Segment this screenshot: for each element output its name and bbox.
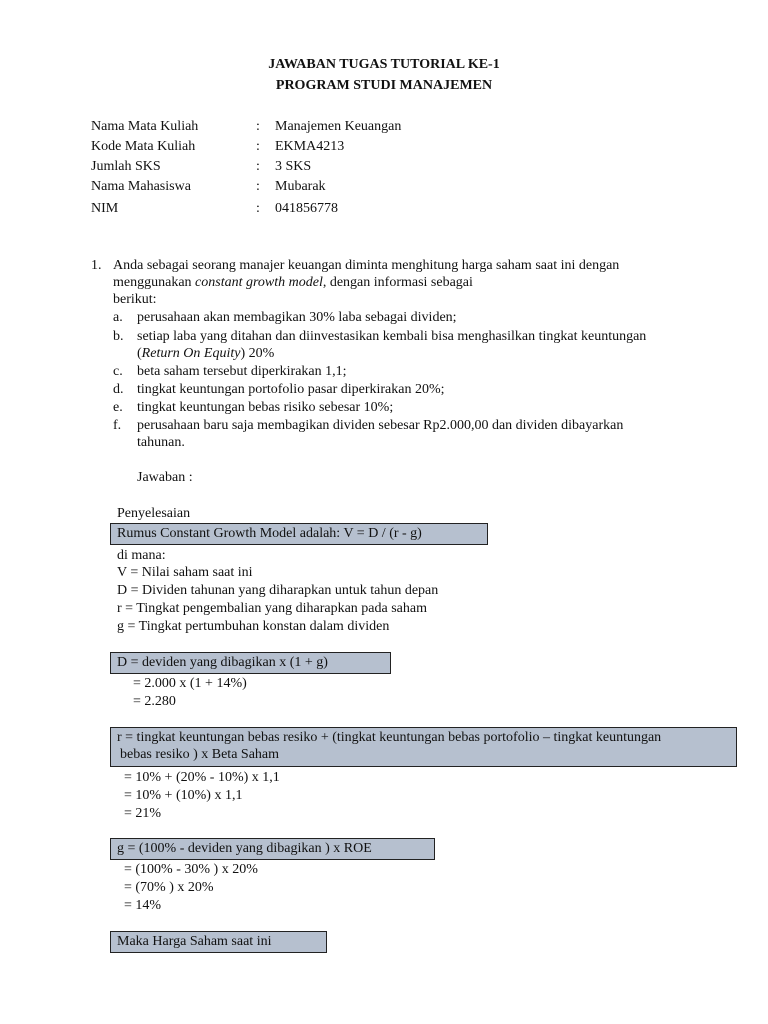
info-label-course-name: Nama Mata Kuliah bbox=[91, 119, 199, 134]
info-colon: : bbox=[256, 139, 260, 154]
item-text: perusahaan akan membagikan 30% laba sebagai dividen; bbox=[137, 310, 457, 325]
definition-line: D = Dividen tahunan yang diharapkan untuk tahun depan bbox=[117, 583, 439, 598]
info-value-course-name: Manajemen Keuangan bbox=[275, 119, 402, 134]
info-value-student-name: Mubarak bbox=[275, 179, 326, 194]
calculation-step: = 10% + (10%) x 1,1 bbox=[124, 788, 243, 803]
question-number: 1. bbox=[91, 258, 102, 273]
info-label-credits: Jumlah SKS bbox=[91, 159, 161, 174]
calculation-step: = 2.000 x (1 + 14%) bbox=[133, 676, 247, 691]
item-text-emphasis: Return On Equity bbox=[141, 346, 241, 361]
item-letter: b. bbox=[113, 329, 124, 344]
definition-line: di mana: bbox=[117, 548, 166, 563]
document-subtitle: PROGRAM STUDI MANAJEMEN bbox=[275, 78, 493, 93]
item-text-span: ) 20% bbox=[240, 346, 275, 361]
box-line: r = tingkat keuntungan bebas resiko + (tingkat keuntungan bebas portofolio – tingkat keuntungan bbox=[117, 730, 662, 745]
info-colon: : bbox=[256, 159, 260, 174]
dividend-formula-box: D = deviden yang dibagikan x (1 + g) bbox=[110, 652, 391, 674]
info-label-student-id: NIM bbox=[91, 201, 119, 216]
item-text: setiap laba yang ditahan dan diinvestasikan kembali bisa menghasilkan tingkat keuntungan bbox=[137, 329, 647, 344]
question-text-line bbox=[113, 274, 473, 291]
solution-heading: Penyelesaian bbox=[117, 506, 191, 521]
item-text-continuation bbox=[137, 345, 274, 362]
definition-line: g = Tingkat pertumbuhan konstan dalam dividen bbox=[117, 619, 390, 634]
item-letter: c. bbox=[113, 364, 123, 379]
box-line: bebas resiko ) x Beta Saham bbox=[120, 747, 280, 762]
item-letter: e. bbox=[113, 400, 123, 415]
item-text: perusahaan baru saja membagikan dividen sebesar Rp2.000,00 dan dividen dibayarkan bbox=[137, 418, 624, 433]
growth-formula-box: g = (100% - deviden yang dibagikan ) x ROE bbox=[110, 838, 435, 860]
item-text-continuation: tahunan. bbox=[137, 435, 185, 450]
info-value-credits: 3 SKS bbox=[275, 159, 312, 174]
question-text-emphasis: constant growth model bbox=[195, 275, 323, 290]
formula-box: Rumus Constant Growth Model adalah: V = D / (r - g) bbox=[110, 523, 488, 545]
question-text-span: menggunakan bbox=[113, 275, 196, 290]
info-value-course-code: EKMA4213 bbox=[275, 139, 345, 154]
info-label-student-name: Nama Mahasiswa bbox=[91, 179, 191, 194]
item-letter: d. bbox=[113, 382, 124, 397]
item-text-span: ( bbox=[137, 346, 142, 361]
info-colon: : bbox=[256, 179, 260, 194]
info-colon: : bbox=[256, 119, 260, 134]
calculation-step: = 10% + (20% - 10%) x 1,1 bbox=[124, 770, 280, 785]
item-text: tingkat keuntungan bebas risiko sebesar 10%; bbox=[137, 400, 394, 415]
calculation-step: = (100% - 30% ) x 20% bbox=[124, 862, 258, 877]
question-text-line: Anda sebagai seorang manajer keuangan diminta menghitung harga saham saat ini dengan bbox=[113, 258, 620, 273]
document-title: JAWABAN TUGAS TUTORIAL KE-1 bbox=[268, 57, 500, 72]
question-text-line: berikut: bbox=[113, 292, 157, 307]
item-text: beta saham tersebut diperkirakan 1,1; bbox=[137, 364, 347, 379]
question-text-span: , dengan informasi sebagai bbox=[322, 275, 473, 290]
info-value-student-id: 041856778 bbox=[275, 201, 338, 216]
required-return-formula-box bbox=[110, 727, 737, 767]
info-colon: : bbox=[256, 201, 260, 216]
item-text: tingkat keuntungan portofolio pasar diperkirakan 20%; bbox=[137, 382, 445, 397]
definition-line: V = Nilai saham saat ini bbox=[117, 565, 253, 580]
calculation-step: = 14% bbox=[124, 898, 162, 913]
definition-line: r = Tingkat pengembalian yang diharapkan pada saham bbox=[117, 601, 427, 616]
info-label-course-code: Kode Mata Kuliah bbox=[91, 139, 196, 154]
item-letter: f. bbox=[113, 418, 122, 433]
answer-heading: Jawaban : bbox=[137, 470, 193, 485]
calculation-step: = 2.280 bbox=[133, 694, 176, 709]
calculation-step: = 21% bbox=[124, 806, 162, 821]
calculation-step: = (70% ) x 20% bbox=[124, 880, 214, 895]
item-letter: a. bbox=[113, 310, 123, 325]
final-result-box: Maka Harga Saham saat ini bbox=[110, 931, 327, 953]
